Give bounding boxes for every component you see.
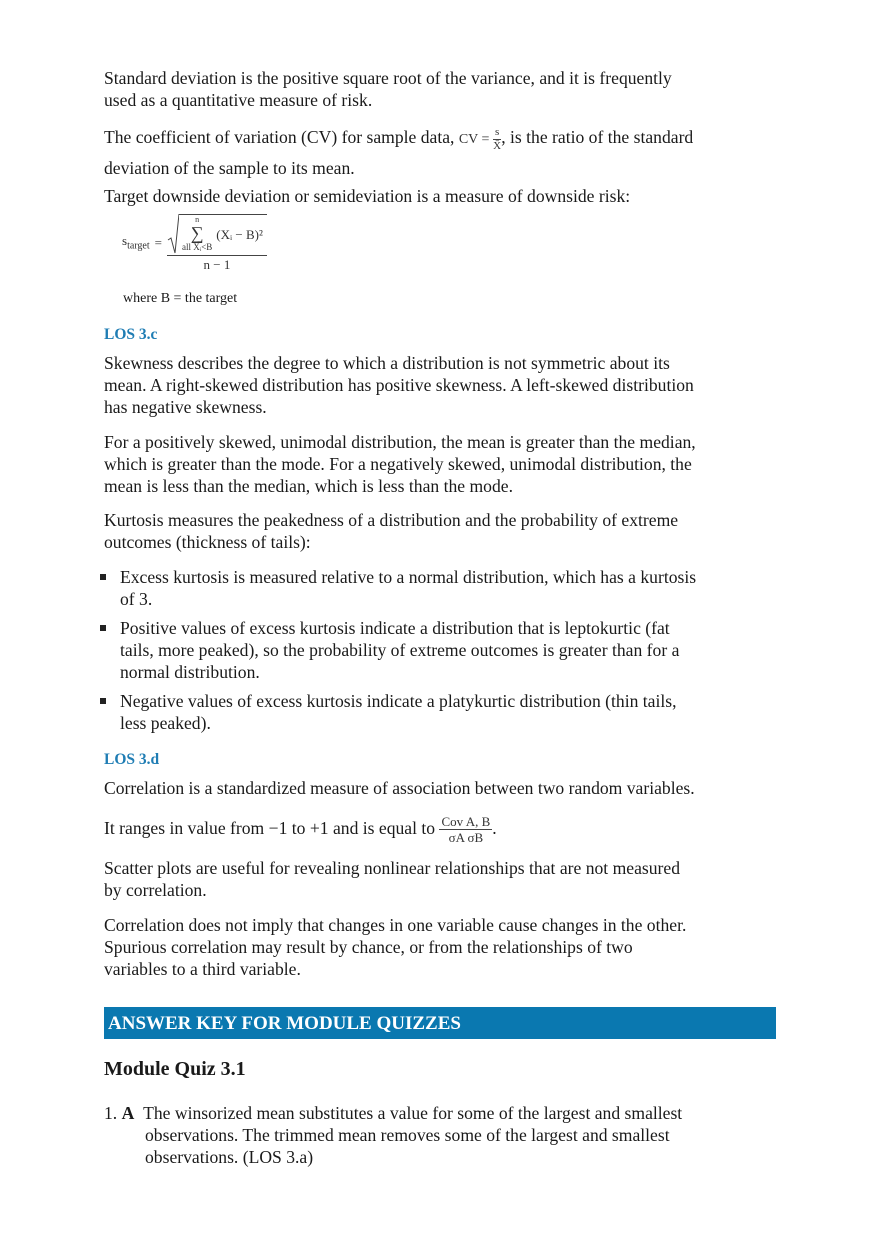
- text-line: For a positively skewed, unimodal distribution, the mean is greater than the median,: [104, 432, 696, 452]
- text-line: Skewness describes the degree to which a distribution is not symmetric about its: [104, 353, 670, 373]
- target-deviation-formula: [122, 214, 267, 271]
- bullet-icon: [100, 698, 106, 704]
- correlation-formula: [439, 815, 492, 844]
- answer-item: [104, 1102, 682, 1168]
- text: .: [492, 818, 497, 838]
- paragraph-target: [104, 185, 784, 207]
- sigma-icon: ∑: [190, 223, 204, 243]
- paragraph-kurtosis: [104, 509, 784, 553]
- text-line: observations. (LOS 3.a): [145, 1147, 314, 1167]
- bullet-item: [104, 690, 784, 734]
- where-note: where B = the target: [123, 291, 238, 306]
- los-heading-3d: LOS 3.d: [104, 751, 160, 768]
- text-line: The winsorized mean substitutes a value for some of the largest and smallest: [143, 1103, 683, 1123]
- text-line: Correlation is a standardized measure of association between two random variables.: [104, 778, 695, 798]
- paragraph-skewness: [104, 352, 784, 418]
- formula-lhs: [122, 234, 150, 252]
- numerator: Cov A, B: [441, 814, 491, 830]
- paragraph-causation: [104, 914, 784, 980]
- answer-number: 1.: [104, 1103, 118, 1123]
- module-quiz-heading: Module Quiz 3.1: [104, 1058, 246, 1080]
- denominator: σA σB: [448, 830, 484, 846]
- paragraph-cv: [104, 123, 784, 182]
- text-line: mean. A right-skewed distribution has positive skewness. A left-skewed distribution: [104, 375, 694, 395]
- paragraph-range: [104, 814, 784, 844]
- text-line: Scatter plots are useful for revealing nonlinear relationships that are not measured: [104, 858, 680, 878]
- text: It ranges in value from −1 to +1 and is equal to: [104, 818, 440, 838]
- text-line: less peaked).: [120, 713, 211, 733]
- denominator: n − 1: [203, 257, 231, 272]
- bullet-icon: [100, 625, 106, 631]
- text-line: of 3.: [120, 589, 153, 609]
- equals-sign: =: [154, 235, 162, 250]
- formula-fraction: [167, 214, 267, 271]
- text-line: has negative skewness.: [104, 397, 267, 417]
- lhs-sub: target: [127, 240, 150, 252]
- paragraph-scatter: [104, 857, 784, 901]
- paragraph-correlation: [104, 777, 784, 799]
- text: The coefficient of variation (CV) for sample data,: [104, 127, 459, 147]
- text-line: Standard deviation is the positive square root of the variance, and it is frequently: [104, 68, 672, 88]
- summation: [182, 216, 212, 252]
- text-line: Target downside deviation or semideviation is a measure of downside risk:: [104, 186, 631, 206]
- paragraph-standard-deviation: [104, 67, 784, 111]
- sum-upper: n: [195, 215, 200, 224]
- sqrt-sign-icon: [167, 214, 179, 254]
- text-line: outcomes (thickness of tails):: [104, 532, 311, 552]
- text-line: variables to a third variable.: [104, 959, 301, 979]
- sum-term: (Xᵢ − B)²: [216, 226, 263, 242]
- text-line: observations. The trimmed mean removes some of the largest and smallest: [145, 1125, 670, 1145]
- los-heading-3c: LOS 3.c: [104, 326, 158, 343]
- text-line: tails, more peaked), so the probability of extreme outcomes is greater than for a: [120, 640, 680, 660]
- text-line: Kurtosis measures the peakedness of a distribution and the probability of extreme: [104, 510, 679, 530]
- text-line: which is greater than the mode. For a negatively skewed, unimodal distribution, the: [104, 454, 692, 474]
- text-line: mean is less than the median, which is less than the mode.: [104, 476, 513, 496]
- cv-numerator: s: [494, 126, 500, 139]
- bullet-item: [104, 617, 784, 683]
- lhs-s: s: [122, 232, 128, 248]
- answer-letter: A: [121, 1103, 135, 1123]
- text-line: Spurious correlation may result by chance, or from the relationships of two: [104, 937, 633, 957]
- text-line: Correlation does not imply that changes in one variable cause changes in the other.: [104, 915, 687, 935]
- cv-lhs: CV =: [458, 132, 490, 147]
- bullet-item: [104, 566, 784, 610]
- cv-denominator: X̄: [493, 140, 502, 153]
- bullet-icon: [100, 574, 106, 580]
- text-line: deviation of the sample to its mean.: [104, 158, 355, 178]
- text-line: Negative values of excess kurtosis indicate a platykurtic distribution (thin tails,: [120, 691, 677, 711]
- paragraph-positive-skew: [104, 431, 784, 497]
- radical: [179, 214, 267, 253]
- cv-formula: [458, 126, 502, 153]
- text-line: Positive values of excess kurtosis indicate a distribution that is leptokurtic (fat: [120, 618, 670, 638]
- text: , is the ratio of the standard: [501, 127, 694, 147]
- text-line: normal distribution.: [120, 662, 260, 682]
- text-line: Excess kurtosis is measured relative to a normal distribution, which has a kurtosis: [120, 567, 697, 587]
- sum-lower: all Xᵢ<B: [182, 242, 213, 252]
- text-line: used as a quantitative measure of risk.: [104, 90, 373, 110]
- answer-key-banner: ANSWER KEY FOR MODULE QUIZZES: [104, 1007, 776, 1039]
- text-line: by correlation.: [104, 880, 207, 900]
